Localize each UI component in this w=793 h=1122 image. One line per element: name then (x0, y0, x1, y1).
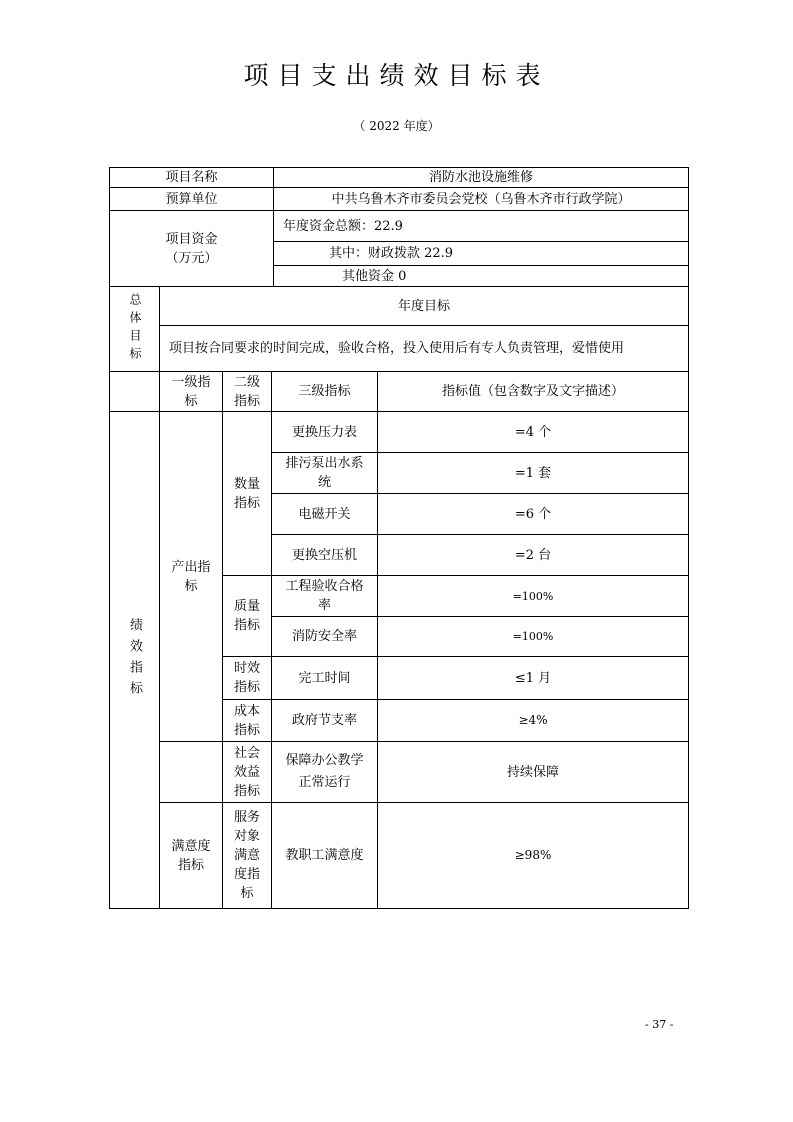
value-air-compressor: =2 台 (377, 534, 689, 576)
service-satisfaction-indicators: 服务对象满意度指标 (222, 802, 272, 909)
header-level3: 三级指标 (271, 371, 378, 412)
indicator-savings-rate: 政府节支率 (271, 699, 378, 742)
fiscal-year: （ 2022 年度） (353, 119, 440, 133)
overall-goal-label (109, 286, 160, 372)
funds-fiscal: 其中：财政拨款 22.9 (273, 241, 689, 266)
performance-indicators-label-text: 绩效指标 (127, 618, 142, 702)
project-name-value: 消防水池设施维修 (273, 167, 689, 188)
value-savings-rate: ≥4% (377, 699, 689, 742)
indicator-solenoid-switch: 电磁开关 (271, 493, 378, 535)
value-sewage-pump: =1 套 (377, 452, 689, 494)
project-name-label: 项目名称 (109, 167, 274, 188)
indicator-staff-satisfaction: 教职工满意度 (271, 802, 378, 909)
indicator-fire-safety-rate: 消防安全率 (271, 616, 378, 657)
funds-other: 其他资金 0 (273, 265, 689, 287)
funds-total: 年度资金总额：22.9 (273, 210, 689, 242)
indicator-pressure-gauge: 更换压力表 (271, 411, 378, 453)
quantity-indicators: 数量指标 (222, 411, 272, 576)
output-indicators: 产出指标 (159, 411, 223, 742)
funds-unit-text: （万元） (165, 250, 218, 266)
value-fire-safety-rate: =100% (377, 616, 689, 657)
funds-label-text: 项目资金 (165, 231, 218, 247)
value-staff-satisfaction: ≥98% (377, 802, 689, 909)
cost-indicators: 成本指标 (222, 699, 272, 742)
quality-indicators: 质量指标 (222, 575, 272, 657)
value-pressure-gauge: =4 个 (377, 411, 689, 453)
project-funds-label (109, 210, 274, 287)
budget-unit-value: 中共乌鲁木齐市委员会党校（乌鲁木齐市行政学院） (273, 187, 689, 211)
header-blank (109, 371, 160, 412)
value-acceptance-rate: =100% (377, 575, 689, 617)
header-value: 指标值（包含数字及文字描述） (377, 371, 689, 412)
performance-indicators-label (109, 411, 160, 909)
annual-goal-text: 项目按合同要求的时间完成，验收合格，投入使用后有专人负责管理，爱惜使用 (159, 325, 689, 372)
effect-indicators-blank (159, 741, 223, 803)
value-normal-operation: 持续保障 (377, 741, 689, 803)
header-level2: 二级指标 (222, 371, 272, 412)
indicator-normal-operation: 保障办公教学正常运行 (271, 741, 378, 803)
page-title: 项目支出绩效目标表 (243, 61, 550, 90)
value-completion-time: ≤1 月 (377, 656, 689, 700)
overall-goal-label-text: 总体目标 (128, 293, 142, 365)
annual-goal-header: 年度目标 (159, 286, 689, 326)
header-level1: 一级指标 (159, 371, 223, 412)
indicator-acceptance-rate: 工程验收合格率 (271, 575, 378, 617)
social-benefit-indicators: 社会效益指标 (222, 741, 272, 803)
timeliness-indicators: 时效指标 (222, 656, 272, 700)
satisfaction-indicators: 满意度指标 (159, 802, 223, 909)
indicator-air-compressor: 更换空压机 (271, 534, 378, 576)
page-number: - 37 - (645, 1018, 674, 1031)
indicator-completion-time: 完工时间 (271, 656, 378, 700)
budget-unit-label: 预算单位 (109, 187, 274, 211)
indicator-sewage-pump: 排污泵出水系统 (271, 452, 378, 494)
value-solenoid-switch: =6 个 (377, 493, 689, 535)
